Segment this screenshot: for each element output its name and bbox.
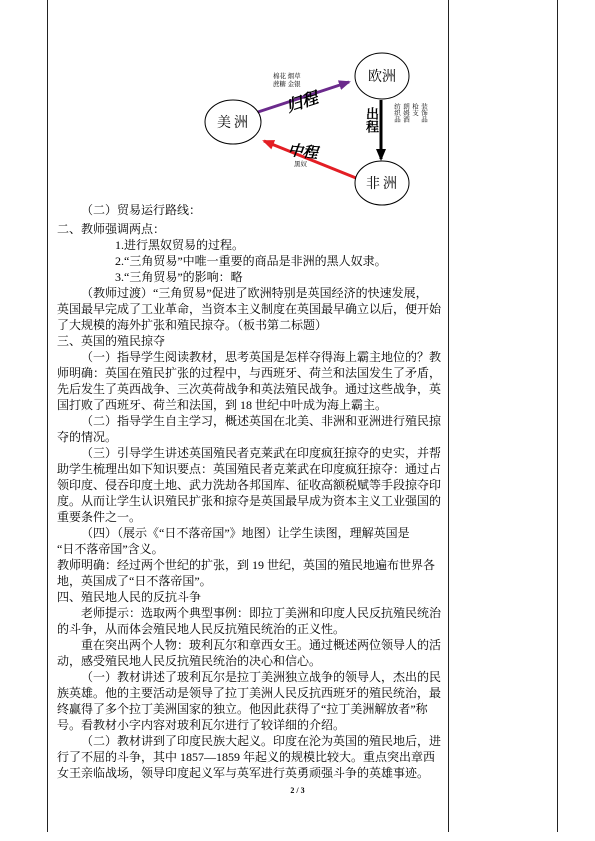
text-line: 女王亲临战场，领导印度起义军与英军进行英勇顽强斗争的英雄事迹。	[57, 766, 430, 780]
text-line: 老师提示：选取两个典型事例：即拉丁美洲和印度人民反抗殖民统治	[81, 606, 442, 620]
africa-label: 非洲	[366, 177, 400, 192]
text-line: 教师明确：经过两个世纪的扩张，到 19 世纪，英国的殖民地遍布世界各	[57, 558, 436, 572]
text-line: “日不落帝国”含义。	[57, 542, 164, 556]
text-line: （一）教材讲述了玻利瓦尔是拉丁美洲独立战争的领导人，杰出的民	[81, 670, 442, 684]
text-line: 领印度、侵吞印度土地、武力洗劫各邦国库、征收高额税赋等手段掠夺印	[57, 478, 442, 492]
text-line: 的斗争，从而体会殖民地人民反抗殖民统治的正义性。	[57, 622, 346, 636]
route-heading: （二）贸易运行路线：	[81, 203, 202, 217]
text-line: 终赢得了多个拉丁美洲国家的独立。他因此获得了“拉丁美洲解放者”称	[57, 702, 428, 716]
outbound-leg-label: 出程	[364, 107, 379, 133]
text-line: 重要条件之一。	[57, 510, 142, 524]
outbound-goods-list	[393, 103, 427, 123]
text-line: 了大规模的海外扩张和殖民掠夺。（板书第二标题）	[57, 318, 328, 332]
text-line: 号。看教材小字内容对玻利瓦尔进行了较详细的介绍。	[57, 718, 346, 732]
text-line: 国打败了西班牙、荷兰和法国，到 18 世纪中叶成为海上霸主。	[57, 398, 388, 412]
text-line: 重在突出两个人物：玻利瓦尔和章西女王。通过概述两位领导人的活	[81, 638, 442, 652]
text-line: （二）指导学生自主学习，概述英国在北美、非洲和亚洲进行殖民掠	[81, 414, 442, 428]
outbound-goods-item: 枪支	[411, 103, 418, 116]
text-line: 度。从而让学生认识殖民扩张和掠夺是英国最早成为资本主义工业强国的	[57, 494, 442, 508]
americas-label: 美洲	[217, 116, 251, 131]
text-line: （教师过渡）“三角贸易”促进了欧洲特别是英国经济的快速发展，	[81, 286, 428, 300]
text-line: （二）教材讲到了印度民族大起义。印度在沦为英国的殖民地后，进	[81, 734, 442, 748]
return-goods-row: 蔗糖 金银	[273, 81, 301, 88]
text-line: （三）引导学生讲述英国殖民者克莱武在印度疯狂掠夺的史实，并帮	[81, 446, 442, 460]
text-line: 助学生梳理出如下知识要点：英国殖民者克莱武在印度疯狂掠夺：通过占	[57, 462, 442, 476]
list-item: 1.进行黑奴贸易的过程。	[115, 238, 245, 252]
lesson-body	[57, 221, 447, 781]
text-line: 英国最早完成了工业革命，当资本主义制度在英国最早确立以后，便开始	[57, 302, 442, 316]
section-heading: 三、英国的殖民掠夺	[57, 334, 166, 348]
middle-goods-label: 黑奴	[294, 161, 307, 168]
middle-leg-label: 中程	[286, 142, 319, 163]
europe-label: 欧洲	[368, 70, 396, 85]
section-heading: 四、殖民地人民的反抗斗争	[57, 590, 202, 604]
text-line: 夺的情况。	[57, 430, 118, 444]
list-item: 3.“三角贸易”的影响：略	[115, 270, 243, 284]
return-goods-list	[273, 73, 301, 89]
text-line: 先后发生了英西战争、三次英荷战争和英法殖民战争。通过这些战争，英	[57, 382, 442, 396]
outbound-goods-item: 纺织品	[393, 103, 400, 123]
text-line: 族英雄。他的主要活动是领导了拉丁美洲人民反抗西班牙的殖民统治，最	[57, 686, 442, 700]
text-line: （一）指导学生阅读教材，思考英国是怎样夺得海上霸主地位的？教	[81, 350, 442, 364]
page-number: 2 / 3	[290, 786, 305, 795]
return-goods-row: 棉花 烟草	[273, 73, 301, 80]
text-line: （四）（展示《“日不落帝国”》地图）让学生读图，理解英国是	[81, 526, 410, 540]
text-line: 地，英国成了“日不落帝国”。	[57, 574, 212, 588]
section-heading: 二、教师强调两点：	[57, 222, 166, 236]
outbound-goods-item: 装饰品	[420, 103, 427, 123]
return-leg-label: 归程	[284, 89, 321, 116]
text-line: 师明确：英国在殖民扩张的过程中，与西班牙、荷兰和法国发生了矛盾，	[57, 366, 442, 380]
list-item: 2.“三角贸易”中唯一重要的商品是非洲的黑人奴隶。	[115, 254, 387, 268]
outbound-goods-item: 朗姆酒	[402, 103, 409, 123]
text-line: 行了不屈的斗争，其中 1857—1859 年起义的规模比较大。重点突出章西	[57, 750, 436, 764]
text-line: 动，感受殖民地人民反抗殖民统治的决心和信心。	[57, 654, 322, 668]
